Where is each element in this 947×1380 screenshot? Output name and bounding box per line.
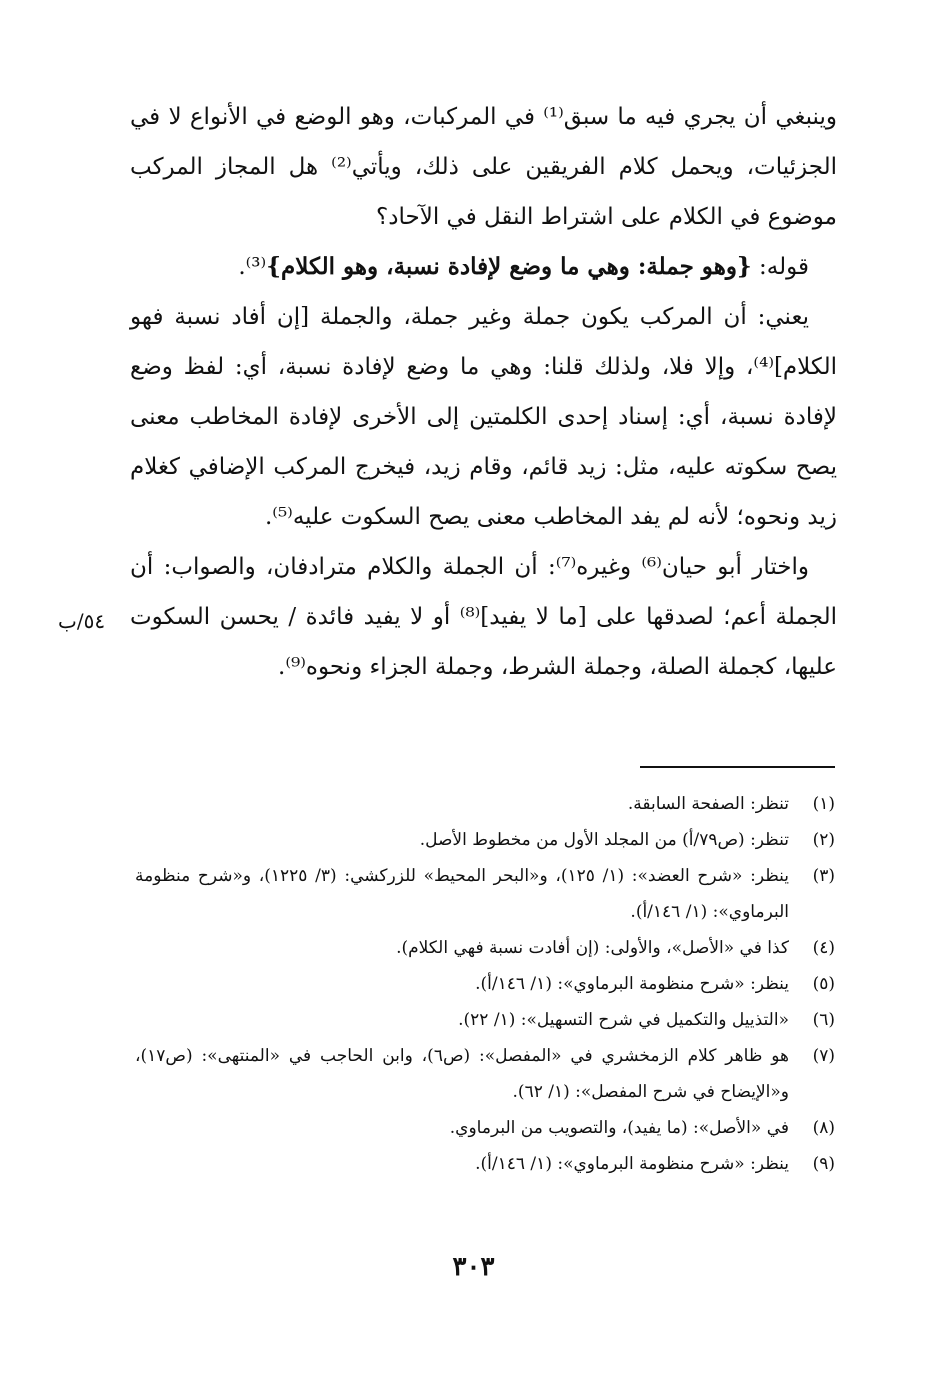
quote-body: {وهو جملة: وهي ما وضع لإفادة نسبة، وهو الكلام} [266, 253, 752, 280]
footnote-number: (٥) [812, 974, 835, 994]
paragraph-1: وينبغي أن يجري فيه ما سبق⁽¹⁾ في المركبات، وهو الوضع في الأنواع لا في الجزئيات، ويحمل كلام الفريقين على ذلك، ويأتي⁽²⁾ هل المجاز المركب موضوع في الكلام على اشتراط النقل في الآحاد؟ [130, 104, 837, 230]
footnote-item [135, 858, 835, 930]
footnote-item [135, 822, 835, 858]
footnote-text: ينظر: «شرح العضد»: (١/ ١٢٥)، و«البحر المحيط» للزركشي: (٣/ ١٢٢٥)، و«شرح منظومة البرماوي»: (١/ ١٤٦/أ). [135, 866, 790, 922]
footnote-text: تنظر: الصفحة السابقة. [627, 794, 789, 814]
footnote-text: هو ظاهر كلام الزمخشري في «المفصل»: (ص٦)، وابن الحاجب في «المنتهى»: (ص١٧)، و«الإيضاح في شرح المفصل»: (١/ ٦٢). [135, 1046, 789, 1102]
page-number: ٣٠٣ [452, 1252, 495, 1282]
footnotes [135, 786, 835, 1182]
footnote-number: (٧) [812, 1046, 835, 1066]
footnote-number: (٦) [812, 1010, 835, 1030]
footnote-separator [640, 766, 835, 768]
footnote-text: تنظر: (ص٧٩/أ) من المجلد الأول من مخطوط الأصل. [419, 830, 789, 850]
main-text [130, 92, 837, 692]
footnote-item [135, 786, 835, 822]
footnote-item [135, 930, 835, 966]
quote-lead: قوله: [751, 254, 809, 280]
footnote-text: «التذييل والتكميل في شرح التسهيل»: (١/ ٢٢). [458, 1010, 789, 1030]
footnote-number: (٨) [812, 1118, 835, 1138]
footnote-item [135, 1002, 835, 1038]
quoted-statement [130, 242, 837, 292]
footnote-text: في «الأصل»: (ما يفيد)، والتصويب من البرماوي. [449, 1118, 789, 1138]
footnote-number: (١) [812, 794, 835, 814]
paragraph-3: واختار أبو حيان⁽⁶⁾ وغيره⁽⁷⁾: أن الجملة والكلام مترادفان، والصواب: أن الجملة أعم؛ لصدقها على [ما لا يفيد]⁽⁸⁾ أو لا يفيد فائدة / يحسن السكوت عليها، كجملة الصلة، وجملة الشرط، وجملة الجزاء ونحوه⁽⁹⁾. [130, 554, 837, 680]
footnote-number: (٤) [812, 938, 835, 958]
footnote-number: (٣) [812, 866, 835, 886]
footnote-item [135, 1146, 835, 1182]
footnote-item [135, 1038, 835, 1110]
paragraph-2: يعني: أن المركب يكون جملة وغير جملة، والجملة [إن أفاد نسبة فهو الكلام]⁽⁴⁾، وإلا فلا، ولذلك قلنا: وهي ما وضع لإفادة نسبة، أي: لفظ وضع لإفادة نسبة، أي: إسناد إحدى الكلمتين إلى الأخرى لإفادة المخاطب معنى يصح سكوته عليه، مثل: زيد قائم، وقام زيد، فيخرج المركب الإضافي كغلام زيد ونحوه؛ لأنه لم يفد المخاطب معنى يصح السكوت عليه⁽⁵⁾. [130, 304, 837, 530]
footnote-text: كذا في «الأصل»، والأولى: (إن أفادت نسبة فهي الكلام). [396, 938, 789, 958]
manuscript-folio-note: ٥٤/ب [58, 609, 106, 633]
footnote-text: ينظر: «شرح منظومة البرماوي»: (١/ ١٤٦/أ). [475, 974, 789, 994]
footnote-text: ينظر: «شرح منظومة البرماوي»: (١/ ١٤٦/أ). [475, 1154, 789, 1174]
quote-mark: ⁽³⁾. [238, 254, 267, 280]
footnote-item [135, 1110, 835, 1146]
footnote-number: (٢) [812, 830, 835, 850]
footnote-item [135, 966, 835, 1002]
footnote-number: (٩) [812, 1154, 835, 1174]
